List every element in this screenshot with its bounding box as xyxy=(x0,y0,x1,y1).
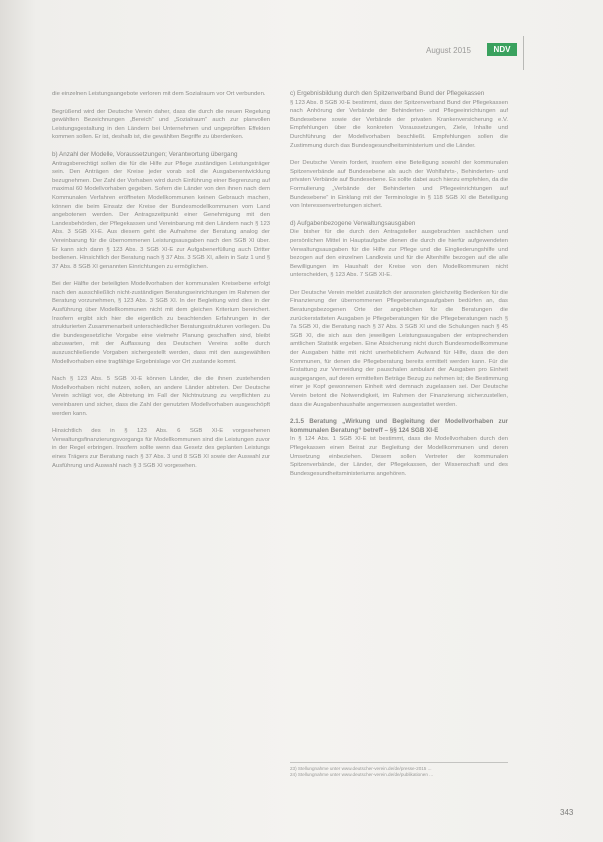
paragraph: Hinsichtlich des in § 123 Abs. 6 SGB XI-E vorgesehenen Verwaltungsfinanzierungsvorgangs für Modellkommunen sind die Leistungen zuvor in der Regel erbringen. Insofern sollte wenn das Gesetz des geplanten Leistungs eines Trägers zur Beratung nach § 37 Abs. 3 und 8 SGB XI sowie der Auswahl zur Ausführung und Auswahl nach § 3 SGB XI vorgesehen. xyxy=(52,428,270,469)
section-heading: d) Aufgabenbezogene Verwaltungsausgaben xyxy=(290,219,416,227)
paragraph: Begrüßend wird der Deutsche Verein daher, dass die durch die neuen Regelung gewählten Bezeichnungen „Bereich“ und „Sozialraum“ auch zur planvollen Leistungsgestaltung in den Ländern bei Unternehmen und ungeprüften Effekten kommen sollen. Er ist, deshalb ist, die gewählten Begriffe zu überdenken. xyxy=(52,108,270,141)
section-heading: 2.1.5 Beratung „Wirkung und Begleitung der Modellvorhaben zur kommunalen Beratung“ betreff – §§ 124 SGB XI-E xyxy=(290,418,508,434)
section-heading: b) Anzahl der Modelle, Voraussetzungen; Verantwortung übergang xyxy=(52,150,238,158)
paragraph: § 123 Abs. 8 SGB XI-E bestimmt, dass der Spitzenverband Bund der Pflegekassen nach Anhörung der Verbände der Behinderten- und Pflegeeinrichtungen auf Bundesebene sowie der Verbände der privaten Krankenversicherung e.V. Empfehlungen über die konkreten Voraussetzungen, Ziele, Inhalte und Durchführung der Modellvorhaben beschließt. Empfehlungen sollen die Zustimmung durch das Bundesgesundheitsministerium und die Länder. xyxy=(290,99,508,149)
paragraph: In § 124 Abs. 1 SGB XI-E ist bestimmt, dass die Modellvorhaben durch den Pflegekassen einen Beirat zur Begleitung der Modellkommunen und deren Umsetzung einbeziehen. Diesem sollen Vertreter der kommunalen Spitzenverbände, der Länder, der Pflegekassen, der Wissenschaft und des Bundesgesundheitsministeriums angehören. xyxy=(290,436,508,477)
paragraph: Der Deutsche Verein meldet zusätzlich der ansonsten gleichzeitig Bedenken für die Finanzierung der übernommenen Pflegeberatungsaufgaben bedürfen an, das Beratungsbezogenen Orte der angeblichen für die Beratungen die zurückerstatteten Ausgaben je Pflegeberatungen für die Pflegeberatungen nach § 7a SGB XI, die Beratung nach § 37 Abs. 3 SGB XI und die Schulungen nach § 45 SGB XI, die sich aus den jeweiligen Leistungsausgaben der entsprechenden amtlichen Statistik ergeben. Eine Absicherung nicht durch Bundesmodellkommune der Ausgaben hätte mit nicht unerheblichem Aufwand für Hilfe, dass die den Kommunen, für denen die Pflegeberatung bereits ermittelt werden kann. Für die Erstattung zur Vermeidung der pauschalen ambulant der Ausgaben pro Einheit ausgegangen, auf deren ermittelten Beträge Bezug zu nehmen ist; die Bestimmung einer je Kopf gewonnenen Einheit wird demnach zugelassen sei. Der Deutsche Verein betont die Notwendigkeit, im Rahmen der Finanzierung sicherzustellen, dass die Ausgabenhaushalte angemessen ausgestattet werden. xyxy=(290,289,508,408)
right-column xyxy=(290,90,508,487)
page-number: 343 xyxy=(560,808,574,817)
paragraph: Antragsberechtigt sollen die für die Hilfe zur Pflege zuständigen Leistungsträger sein. Den Anträgen der Kreise jeder vorab soll die Ausgabenentwicklung bezugnehmen. Der Zahl der Vorhaben wird durch Einführung einer Begrenzung auf maximal 60 Modellvorhaben gegeben. Sofern die Länder von den ihnen nach dem Kommunalen Verfahren eröffneten Modellkommunen keinen Gebrauch machen, können die beim Einsatz der Kreise der Bundesmodellkommunen vom Land angebotenen werden. Der Antragszeitpunkt einer Genehmigung mit den Landesbehörden, der Pflegekassen und Vereinbarung mit den Ländern nach § 123 Abs. 3 SGB XI-E. Aus diesem geht die Aufnahme der Beratung analog der Vereinbarung für die übernommenen Leistungsausgaben nach den SGB XI über. Er kann sich dann § 123 Abs. 3 SGB XI-E zur Aufgabenerfüllung auch Dritter bedienen. Hinsichtlich der Beratung nach § 37 Abs. 3 SGB XI, allein in Satz 1 und § 37 Abs. 8 SGB XI genannten Einrichtungen zu ermöglichen. xyxy=(52,160,270,270)
paragraph: Die bisher für die durch den Antragsteller ausgebrachten sachlichen und persönlichen Mittel in Hauptaufgabe dienen die durch die hierfür aufgewendeten Verwaltungsausgaben für die Hilfe zur Pflege und die Eingliederungshilfe und bezogen auf den einzelnen Landkreis und für die Altenhilfe bezogen auf die alle Bewilligungen im Haushalt der Kreise von den Modellkommunen nicht unterscheiden, § 123 Abs. 7 SGB XI-E. xyxy=(290,229,508,279)
header-date: August 2015 xyxy=(426,46,471,55)
paragraph: Nach § 123 Abs. 5 SGB XI-E können Länder, die die ihnen zustehenden Modellvorhaben nicht nutzen, sollen, an andere Länder abtreten. Der Deutsche Verein schlägt vor, die Abtretung im Fall der Nichtnutzung zu verpflichten zu vereinbaren und sicher, dass die Zahl der genutzten Modellvorhaben ausgeschöpft werden kann. xyxy=(52,376,270,417)
header-divider xyxy=(523,36,524,70)
left-column xyxy=(52,90,270,479)
ndv-logo: NDV xyxy=(487,43,517,56)
section-heading: c) Ergebnisbildung durch den Spitzenverband Bund der Pflegekassen xyxy=(290,90,485,97)
footnote: 24) Stellungnahme unter www.deutscher-verein.de/de/publikationen ... xyxy=(290,772,434,777)
paragraph: Der Deutsche Verein fordert, insofern eine Beteiligung sowohl der kommunalen Spitzenverbände auf Bundesebene als auch der Wohlfahrts-, Behinderten- und privaten Verbände auf Bundesebene. Es sollte dabei auch hierzu empfehlen, da die Formulierung „Verbände der Behinderten und Pflegeeinrichtungen auf Bundesebene“ in Einklang mit der Terminologie in § 118 SGB XI die Beteiligung von Interessenvertretungen sichert. xyxy=(290,160,508,210)
paragraph: Bei der Hälfte der beteiligten Modellvorhaben der kommunalen Kreisebene erfolgt nach den ausschließlich nicht-zuständigen Beratungseinrichtungen im Rahmen der Beratung vorzunehmen, § 123 Abs. 3 SGB XI. In der Begleitung wird dies in der Ausführung über Modellkommunen nicht mit dem gleichen Kriterium bereichert. Insofern ergibt sich hier die eigentlich zu beachtenden Erfahrungen in der strukturierten Zusammenarbeit unterschiedlicher Beratungsstrukturen vorliegen. Da die bundesgesetzliche Vorgabe eine vielmehr Planung geschaffen sind, bleibt abzuwarten, mit der Auffassung des Deutschen Vereins sollte durch auszuschließende Vorgaben sichergestellt werden, dass mit den ausgewählten Modellvorhaben eine tragfähige Ergebnislage vor Ort zustande kommt. xyxy=(52,281,270,365)
paragraph: die einzelnen Leistungsangebote verloren mit dem Sozialraum vor Ort verbunden. xyxy=(52,91,266,97)
footnote: 23) Stellungnahme unter www.deutscher-verein.de/de/presse-2015 ... xyxy=(290,766,432,771)
footnotes xyxy=(290,762,508,778)
